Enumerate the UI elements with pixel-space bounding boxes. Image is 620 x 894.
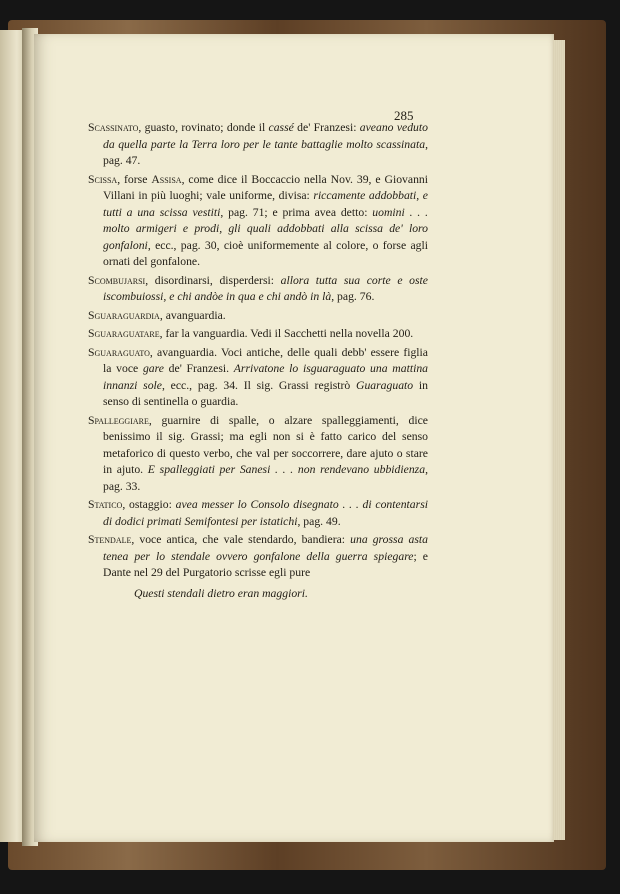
italic-quotation: gare — [142, 362, 164, 375]
page-fore-edge — [553, 40, 565, 840]
entry-text: , ecc., pag. 30, cioè uniformemente al colore, o forse agli ornati del gonfalone. — [103, 238, 428, 268]
entry-text: , avanguardia. Voci antiche, delle quali debb' essere figlia la voce — [103, 345, 428, 375]
entry-headword: Statico — [88, 498, 123, 511]
entry-text: , come dice il Boccaccio nella Nov. 39, e Giovanni Villani in più luoghi; vale uniforme, divisa: — [103, 172, 429, 202]
glossary-entry — [88, 497, 428, 530]
entry-text: , pag. 49. — [297, 514, 341, 528]
italic-quotation: Guaraguato — [356, 378, 414, 392]
entry-text: , pag. 33. — [103, 463, 428, 493]
page-number: 285 — [394, 108, 414, 123]
italic-quotation: E spalleggiati per Sanesi . . . non rendevano ubbidienza — [147, 463, 426, 476]
entry-text: , avanguardia. — [159, 308, 226, 322]
italic-quotation: aveano veduto da quella parte la Terra loro per le tante battaglie molto scassinata — [103, 121, 428, 151]
italic-quotation: riccamente addobbati, e tutti a una scissa vestiti — [103, 189, 428, 219]
entry-text: , pag. 71; e prima avea detto: — [220, 205, 373, 219]
italic-quotation: allora tutta sua corte e oste iscombuiossi, e chi andòe in qua e chi andò in là — [103, 273, 428, 303]
italic-quotation: cassé — [268, 121, 294, 134]
entry-text: de' Franzesi: — [293, 121, 360, 134]
entry-text: , voce antica, che vale stendardo, bandiera: — [131, 533, 351, 546]
entry-text: , forse — [117, 172, 152, 186]
entry-text: , pag. 47. — [103, 137, 428, 167]
entry-text: , pag. 76. — [331, 290, 375, 303]
italic-quotation: Arrivatone lo isguaraguato una mattina innanzi sole — [103, 362, 429, 392]
entry-text: ; e Dante nel 29 del Purgatorio scrisse egli pure — [103, 549, 428, 579]
entry-headword: Scassinato — [88, 121, 139, 134]
glossary-entries — [88, 120, 428, 582]
entry-text: de' Franzesi. — [163, 362, 234, 375]
page-text — [88, 120, 428, 602]
glossary-entry — [88, 326, 428, 343]
entry-headword: Sguaraguardia — [88, 308, 160, 322]
entry-text: , ostaggio: — [122, 498, 176, 511]
entry-text: , guarnire di spalle, o alzare spalleggiamenti, dice benissimo il sig. Grassi; ma egli non si è fatto carico del senso metaforico di questo verbo, che val per soccorrere, dare ajuto o stare in ajuto. — [103, 413, 428, 476]
entry-text: , ecc., pag. 34. Il sig. Grassi registrò — [162, 378, 356, 392]
glossary-entry — [88, 273, 428, 306]
entry-text: in senso di sentinella o guardia. — [103, 378, 428, 408]
glossary-entry — [88, 120, 428, 170]
entry-text: , far la vanguardia. Vedi il Sacchetti nella novella 200. — [159, 327, 414, 340]
entry-text: , guasto, rovinato; donde il — [138, 121, 269, 134]
entry-headword: Spalleggiare — [88, 413, 149, 427]
verse-quotation: Questi stendali dietro eran maggiori. — [134, 586, 308, 600]
entry-text: , disordinarsi, disperdersi: — [145, 273, 281, 287]
glossary-entry — [88, 172, 428, 271]
small-caps-term: Assisa — [151, 172, 182, 186]
entry-headword: Scissa — [88, 172, 118, 186]
entry-headword: Scombujarsi — [88, 273, 146, 287]
glossary-entry — [88, 413, 428, 496]
entry-headword: Sguaraguato — [88, 345, 150, 359]
glossary-entry — [88, 532, 428, 582]
entry-headword: Sguaraguatare — [88, 327, 160, 340]
glossary-entry — [88, 308, 428, 325]
glossary-entry — [88, 345, 428, 411]
italic-quotation: avea messer lo Consolo disegnato . . . di contentarsi di dodici primati Semifontesi per istatichi — [103, 498, 428, 528]
italic-quotation: uomini . . . molto armigeri e prodi, gli quali addobbati alla scissa de' loro gonfaloni — [103, 205, 428, 252]
entry-headword: Stendale — [88, 533, 132, 546]
italic-quotation: una grossa asta tenea per lo stendale ovvero gonfalone della guerra spiegare — [103, 533, 428, 563]
